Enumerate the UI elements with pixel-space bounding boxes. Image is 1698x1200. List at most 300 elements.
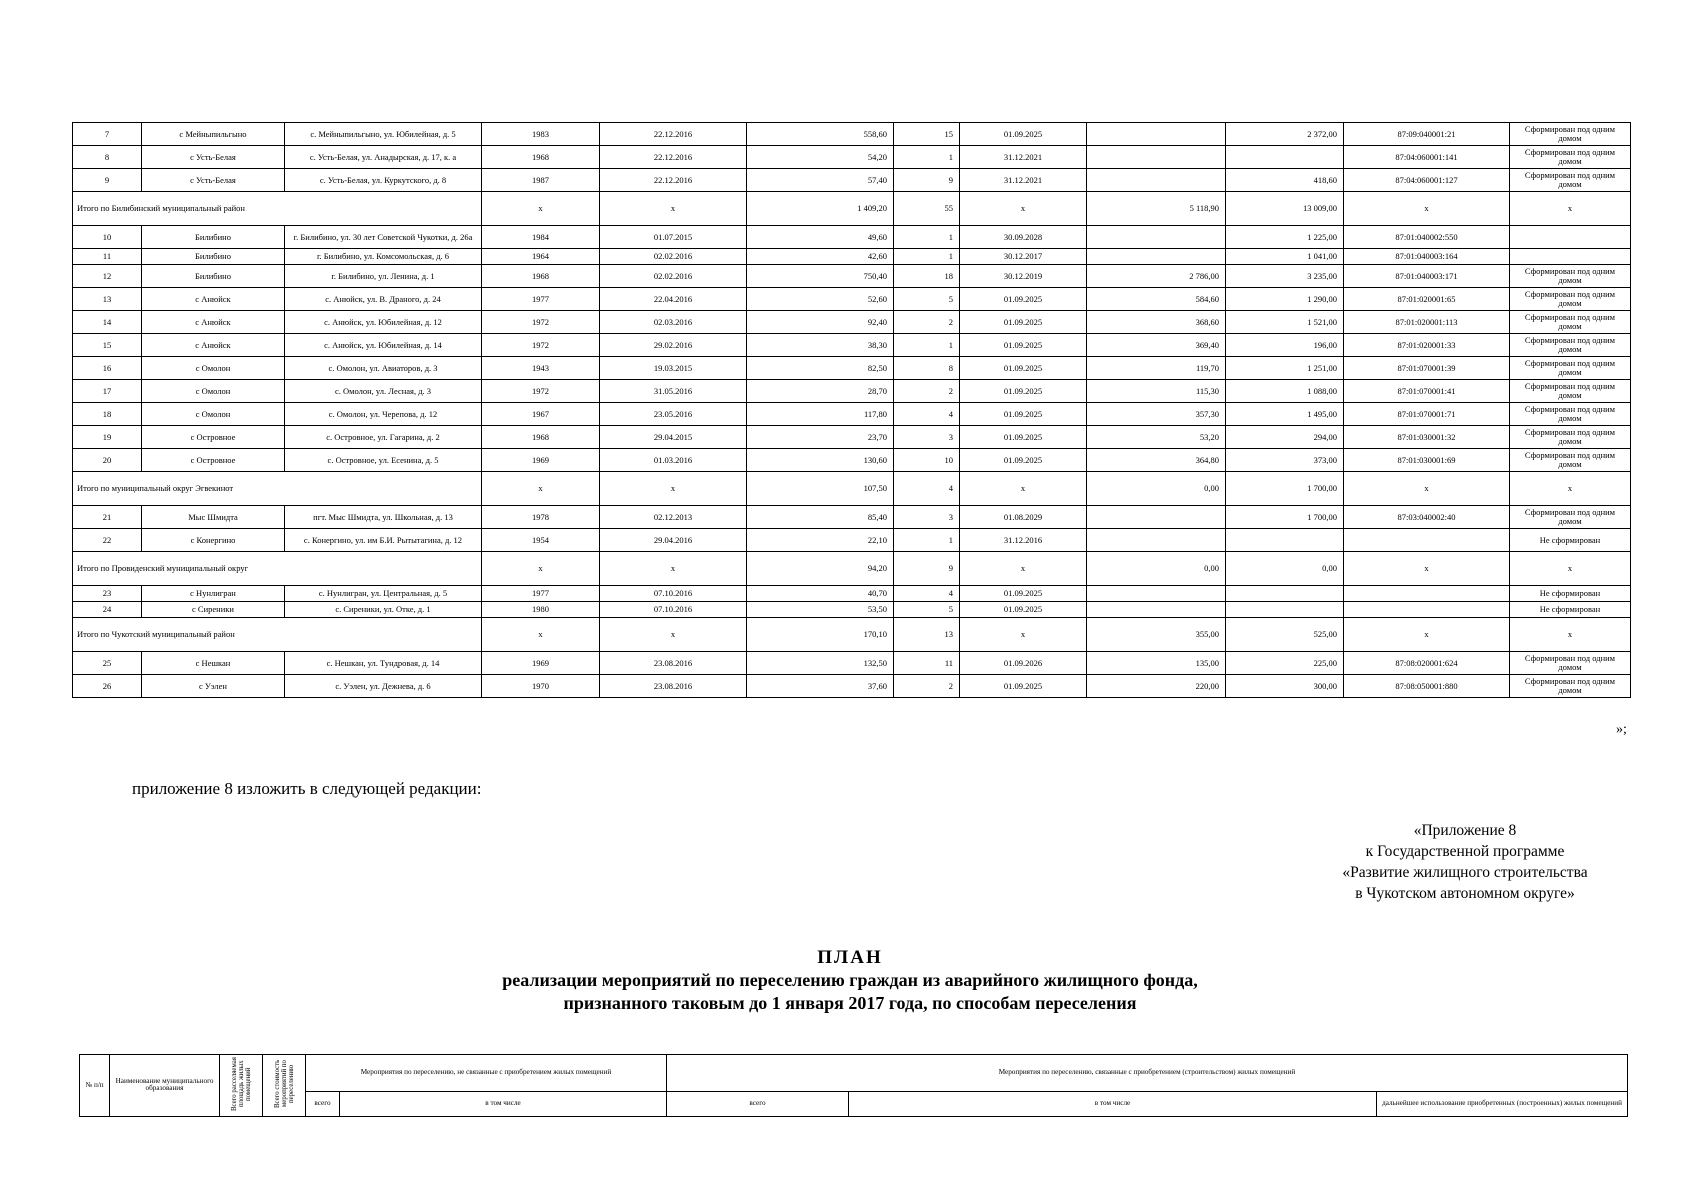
cost-cell: 368,60 xyxy=(1087,311,1226,334)
cost-cell: 0,00 xyxy=(1087,552,1226,586)
year-cell: 1968 xyxy=(482,146,600,169)
address-cell: с. Омолон, ул. Авиаторов, д. 3 xyxy=(285,357,482,380)
deadline-cell: 01.09.2025 xyxy=(960,123,1087,146)
cost-cell: 0,00 xyxy=(1226,552,1344,586)
group-buy-header: Мероприятия по переселению, связанные с приобретением (строительством) жилых помещений xyxy=(667,1055,1628,1092)
col-area-label: Всего расселяемая площадь жилых помещений xyxy=(230,1057,252,1111)
cost-cell xyxy=(1087,249,1226,265)
cadastre-cell: 87:01:020001:65 xyxy=(1344,288,1510,311)
cadastre-cell: 87:08:020001:624 xyxy=(1344,652,1510,675)
cadastre-cell: 87:04:060001:127 xyxy=(1344,169,1510,192)
year-cell: 1983 xyxy=(482,123,600,146)
total-label: Итого по муниципальный округ Эгвекинот xyxy=(73,472,482,506)
locality-cell: с Омолон xyxy=(142,403,285,426)
table-row xyxy=(73,506,1631,529)
people-cell: 2 xyxy=(894,311,960,334)
address-cell: с. Нешкан, ул. Тундровая, д. 14 xyxy=(285,652,482,675)
date-cell: 22.12.2016 xyxy=(600,146,747,169)
row-number: 25 xyxy=(73,652,142,675)
appendix-line: к Государственной программе xyxy=(1365,843,1565,860)
cost-cell: 5 118,90 xyxy=(1087,192,1226,226)
cost-cell: 1 041,00 xyxy=(1226,249,1344,265)
cost-cell: 1 251,00 xyxy=(1226,357,1344,380)
date-cell: х xyxy=(600,192,747,226)
deadline-cell: 01.08.2029 xyxy=(960,506,1087,529)
status-cell: Не сформирован xyxy=(1510,529,1631,552)
locality-cell: Билибино xyxy=(142,265,285,288)
date-cell: 29.02.2016 xyxy=(600,334,747,357)
date-cell: 31.05.2016 xyxy=(600,380,747,403)
appendix-header xyxy=(1300,820,1630,904)
area-cell: 170,10 xyxy=(747,618,894,652)
row-number: 12 xyxy=(73,265,142,288)
status-cell: Сформирован под одним домом xyxy=(1510,334,1631,357)
table-row xyxy=(73,449,1631,472)
status-cell: х xyxy=(1510,552,1631,586)
table-row xyxy=(73,123,1631,146)
area-cell: 132,50 xyxy=(747,652,894,675)
address-cell: с. Усть-Белая, ул. Анадырская, д. 17, к. а xyxy=(285,146,482,169)
deadline-cell: 30.09.2028 xyxy=(960,226,1087,249)
status-cell: Не сформирован xyxy=(1510,602,1631,618)
locality-cell: с Анюйск xyxy=(142,334,285,357)
appendix-line: в Чукотском автономном округе» xyxy=(1355,885,1575,902)
people-cell: 13 xyxy=(894,618,960,652)
table-row xyxy=(73,529,1631,552)
date-cell: 02.12.2013 xyxy=(600,506,747,529)
table-row xyxy=(73,265,1631,288)
address-cell: с. Омолон, ул. Черепова, д. 12 xyxy=(285,403,482,426)
cost-cell: 584,60 xyxy=(1087,288,1226,311)
status-cell: х xyxy=(1510,618,1631,652)
people-cell: 11 xyxy=(894,652,960,675)
deadline-cell: 31.12.2021 xyxy=(960,169,1087,192)
status-cell: Сформирован под одним домом xyxy=(1510,449,1631,472)
cost-cell xyxy=(1226,602,1344,618)
table-row xyxy=(73,311,1631,334)
year-cell: 1987 xyxy=(482,169,600,192)
deadline-cell: 01.09.2025 xyxy=(960,380,1087,403)
year-cell: 1984 xyxy=(482,226,600,249)
people-cell: 2 xyxy=(894,380,960,403)
deadline-cell: 31.12.2016 xyxy=(960,529,1087,552)
people-cell: 1 xyxy=(894,226,960,249)
people-cell: 9 xyxy=(894,552,960,586)
status-cell: х xyxy=(1510,192,1631,226)
col-area-header xyxy=(220,1055,263,1117)
people-cell: 4 xyxy=(894,586,960,602)
cost-cell: 135,00 xyxy=(1087,652,1226,675)
cadastre-cell: 87:01:030001:69 xyxy=(1344,449,1510,472)
deadline-cell: 01.09.2025 xyxy=(960,586,1087,602)
cost-cell: 1 495,00 xyxy=(1226,403,1344,426)
locality-cell: Мыс Шмидта xyxy=(142,506,285,529)
year-cell: 1978 xyxy=(482,506,600,529)
row-number: 14 xyxy=(73,311,142,334)
status-cell xyxy=(1510,249,1631,265)
locality-cell: с Усть-Белая xyxy=(142,146,285,169)
area-cell: 94,20 xyxy=(747,552,894,586)
cost-cell: 2 786,00 xyxy=(1087,265,1226,288)
row-number: 9 xyxy=(73,169,142,192)
status-cell: Сформирован под одним домом xyxy=(1510,380,1631,403)
address-cell: г. Билибино, ул. Комсомольская, д. 6 xyxy=(285,249,482,265)
status-cell: Сформирован под одним домом xyxy=(1510,311,1631,334)
people-cell: 8 xyxy=(894,357,960,380)
year-cell: х xyxy=(482,618,600,652)
table-row xyxy=(73,675,1631,698)
deadline-cell: 30.12.2017 xyxy=(960,249,1087,265)
locality-cell: с Мейныпильгыно xyxy=(142,123,285,146)
cost-cell: 1 700,00 xyxy=(1226,472,1344,506)
cost-cell xyxy=(1087,602,1226,618)
row-number: 7 xyxy=(73,123,142,146)
deadline-cell: х xyxy=(960,192,1087,226)
year-cell: 1967 xyxy=(482,403,600,426)
cost-cell: 2 372,00 xyxy=(1226,123,1344,146)
row-number: 17 xyxy=(73,380,142,403)
cost-cell: 355,00 xyxy=(1087,618,1226,652)
status-cell: Сформирован под одним домом xyxy=(1510,169,1631,192)
date-cell: 29.04.2016 xyxy=(600,529,747,552)
address-cell: с. Усть-Белая, ул. Куркутского, д. 8 xyxy=(285,169,482,192)
year-cell: 1954 xyxy=(482,529,600,552)
address-cell: с. Анюйск, ул. Юбилейная, д. 12 xyxy=(285,311,482,334)
locality-cell: Билибино xyxy=(142,249,285,265)
cost-cell: 0,00 xyxy=(1087,472,1226,506)
sub-including-header: в том числе xyxy=(340,1091,667,1116)
cadastre-cell xyxy=(1344,586,1510,602)
date-cell: 22.04.2016 xyxy=(600,288,747,311)
area-cell: 82,50 xyxy=(747,357,894,380)
year-cell: х xyxy=(482,552,600,586)
locality-cell: с Островное xyxy=(142,426,285,449)
plan-title-block xyxy=(300,946,1400,1015)
status-cell: Сформирован под одним домом xyxy=(1510,146,1631,169)
year-cell: 1969 xyxy=(482,449,600,472)
total-label: Итого по Провиденский муниципальный округ xyxy=(73,552,482,586)
people-cell: 1 xyxy=(894,146,960,169)
address-cell: с. Уэлен, ул. Дежнева, д. 6 xyxy=(285,675,482,698)
cost-cell: 373,00 xyxy=(1226,449,1344,472)
date-cell: 23.08.2016 xyxy=(600,652,747,675)
appendix-line: «Развитие жилищного строительства xyxy=(1342,864,1588,881)
address-cell: с. Нунлигран, ул. Центральная, д. 5 xyxy=(285,586,482,602)
cost-cell: 1 521,00 xyxy=(1226,311,1344,334)
cost-cell xyxy=(1087,586,1226,602)
cadastre-cell: 87:01:020001:113 xyxy=(1344,311,1510,334)
deadline-cell: 01.09.2025 xyxy=(960,288,1087,311)
status-cell: Сформирован под одним домом xyxy=(1510,403,1631,426)
deadline-cell: 01.09.2025 xyxy=(960,675,1087,698)
people-cell: 10 xyxy=(894,449,960,472)
sub-total-header: всего xyxy=(667,1091,849,1116)
people-cell: 55 xyxy=(894,192,960,226)
cadastre-cell: 87:03:040002:40 xyxy=(1344,506,1510,529)
deadline-cell: 01.09.2025 xyxy=(960,403,1087,426)
table-row xyxy=(73,380,1631,403)
date-cell: 22.12.2016 xyxy=(600,123,747,146)
cadastre-cell: 87:01:040002:550 xyxy=(1344,226,1510,249)
row-number: 8 xyxy=(73,146,142,169)
cadastre-cell: 87:01:070001:41 xyxy=(1344,380,1510,403)
sub-total-header: всего xyxy=(306,1091,340,1116)
deadline-cell: х xyxy=(960,472,1087,506)
cost-cell: 300,00 xyxy=(1226,675,1344,698)
deadline-cell: 01.09.2025 xyxy=(960,334,1087,357)
group-not-buy-header: Мероприятия по переселению, не связанные с приобретением жилых помещений xyxy=(306,1055,667,1092)
people-cell: 4 xyxy=(894,472,960,506)
sub-including-header: в том числе xyxy=(849,1091,1377,1116)
row-number: 21 xyxy=(73,506,142,529)
table-row xyxy=(73,169,1631,192)
people-cell: 1 xyxy=(894,529,960,552)
cadastre-cell: х xyxy=(1344,192,1510,226)
resettlement-table xyxy=(72,122,1631,698)
people-cell: 5 xyxy=(894,602,960,618)
area-cell: 558,60 xyxy=(747,123,894,146)
cadastre-cell: 87:01:040003:171 xyxy=(1344,265,1510,288)
date-cell: 02.03.2016 xyxy=(600,311,747,334)
locality-cell: с Сиреники xyxy=(142,602,285,618)
deadline-cell: 01.09.2025 xyxy=(960,357,1087,380)
deadline-cell: 30.12.2019 xyxy=(960,265,1087,288)
cost-cell xyxy=(1087,169,1226,192)
address-cell: с. Анюйск, ул. Юбилейная, д. 14 xyxy=(285,334,482,357)
area-cell: 40,70 xyxy=(747,586,894,602)
address-cell: с. Островное, ул. Гагарина, д. 2 xyxy=(285,426,482,449)
address-cell: с. Анюйск, ул. В. Драного, д. 24 xyxy=(285,288,482,311)
locality-cell: с Уэлен xyxy=(142,675,285,698)
plan-subtitle: признанного таковым до 1 января 2017 года, по способам переселения xyxy=(563,993,1137,1013)
cost-cell: 220,00 xyxy=(1087,675,1226,698)
cost-cell: 525,00 xyxy=(1226,618,1344,652)
cost-cell: 1 225,00 xyxy=(1226,226,1344,249)
area-cell: 54,20 xyxy=(747,146,894,169)
cost-cell xyxy=(1087,123,1226,146)
status-cell: Сформирован под одним домом xyxy=(1510,506,1631,529)
status-cell: Сформирован под одним домом xyxy=(1510,265,1631,288)
deadline-cell: 01.09.2025 xyxy=(960,426,1087,449)
status-cell: х xyxy=(1510,472,1631,506)
row-number: 15 xyxy=(73,334,142,357)
year-cell: 1969 xyxy=(482,652,600,675)
status-cell: Сформирован под одним домом xyxy=(1510,123,1631,146)
year-cell: 1980 xyxy=(482,602,600,618)
cost-cell: 115,30 xyxy=(1087,380,1226,403)
date-cell: 23.08.2016 xyxy=(600,675,747,698)
cost-cell: 53,20 xyxy=(1087,426,1226,449)
deadline-cell: 01.09.2025 xyxy=(960,449,1087,472)
col-cost-label: Всего стоимость мероприятий по переселению xyxy=(273,1059,295,1109)
table-row xyxy=(73,249,1631,265)
total-row xyxy=(73,618,1631,652)
cost-cell: 1 700,00 xyxy=(1226,506,1344,529)
cadastre-cell: 87:01:020001:33 xyxy=(1344,334,1510,357)
cost-cell xyxy=(1087,506,1226,529)
cadastre-cell: 87:04:060001:141 xyxy=(1344,146,1510,169)
row-number: 26 xyxy=(73,675,142,698)
table-row xyxy=(73,426,1631,449)
sub-further-use-header: дальнейшее использование приобретенных (построенных) жилых помещений xyxy=(1377,1091,1628,1116)
locality-cell: с Конергино xyxy=(142,529,285,552)
people-cell: 5 xyxy=(894,288,960,311)
deadline-cell: 01.09.2025 xyxy=(960,311,1087,334)
area-cell: 37,60 xyxy=(747,675,894,698)
cost-cell: 196,00 xyxy=(1226,334,1344,357)
table-row xyxy=(73,334,1631,357)
cadastre-cell: х xyxy=(1344,618,1510,652)
area-cell: 28,70 xyxy=(747,380,894,403)
row-number: 10 xyxy=(73,226,142,249)
address-cell: с. Омолон, ул. Лесная, д. 3 xyxy=(285,380,482,403)
table-row xyxy=(73,146,1631,169)
address-cell: с. Сиреники, ул. Отке, д. 1 xyxy=(285,602,482,618)
date-cell: х xyxy=(600,472,747,506)
area-cell: 22,10 xyxy=(747,529,894,552)
cost-cell: 1 088,00 xyxy=(1226,380,1344,403)
people-cell: 9 xyxy=(894,169,960,192)
year-cell: х xyxy=(482,192,600,226)
cadastre-cell: 87:01:040003:164 xyxy=(1344,249,1510,265)
year-cell: х xyxy=(482,472,600,506)
locality-cell: с Островное xyxy=(142,449,285,472)
row-number: 11 xyxy=(73,249,142,265)
people-cell: 3 xyxy=(894,506,960,529)
year-cell: 1977 xyxy=(482,586,600,602)
date-cell: 01.03.2016 xyxy=(600,449,747,472)
people-cell: 3 xyxy=(894,426,960,449)
year-cell: 1977 xyxy=(482,288,600,311)
cadastre-cell: 87:01:070001:39 xyxy=(1344,357,1510,380)
cadastre-cell xyxy=(1344,602,1510,618)
cost-cell: 225,00 xyxy=(1226,652,1344,675)
address-cell: с. Конергино, ул. им Б.И. Рытытагина, д. 12 xyxy=(285,529,482,552)
row-number: 18 xyxy=(73,403,142,426)
year-cell: 1970 xyxy=(482,675,600,698)
total-row xyxy=(73,472,1631,506)
year-cell: 1943 xyxy=(482,357,600,380)
cost-cell: 357,30 xyxy=(1087,403,1226,426)
address-cell: пгт. Мыс Шмидта, ул. Школьная, д. 13 xyxy=(285,506,482,529)
year-cell: 1972 xyxy=(482,311,600,334)
area-cell: 38,30 xyxy=(747,334,894,357)
status-cell: Сформирован под одним домом xyxy=(1510,652,1631,675)
row-number: 24 xyxy=(73,602,142,618)
cost-cell xyxy=(1226,529,1344,552)
table-row xyxy=(73,602,1631,618)
locality-cell: с Нунлигран xyxy=(142,586,285,602)
deadline-cell: х xyxy=(960,552,1087,586)
date-cell: 29.04.2015 xyxy=(600,426,747,449)
date-cell: х xyxy=(600,618,747,652)
status-cell xyxy=(1510,226,1631,249)
area-cell: 57,40 xyxy=(747,169,894,192)
col-cost-header xyxy=(263,1055,306,1117)
cost-cell: 13 009,00 xyxy=(1226,192,1344,226)
area-cell: 130,60 xyxy=(747,449,894,472)
cost-cell: 3 235,00 xyxy=(1226,265,1344,288)
table-row xyxy=(73,288,1631,311)
address-cell: с. Мейныпильгыно, ул. Юбилейная, д. 5 xyxy=(285,123,482,146)
cadastre-cell: х xyxy=(1344,472,1510,506)
table-row xyxy=(73,403,1631,426)
row-number: 19 xyxy=(73,426,142,449)
area-cell: 49,60 xyxy=(747,226,894,249)
status-cell: Сформирован под одним домом xyxy=(1510,288,1631,311)
total-row xyxy=(73,192,1631,226)
area-cell: 52,60 xyxy=(747,288,894,311)
date-cell: х xyxy=(600,552,747,586)
address-cell: с. Островное, ул. Есенина, д. 5 xyxy=(285,449,482,472)
area-cell: 53,50 xyxy=(747,602,894,618)
deadline-cell: 01.09.2026 xyxy=(960,652,1087,675)
people-cell: 2 xyxy=(894,675,960,698)
row-number: 23 xyxy=(73,586,142,602)
people-cell: 15 xyxy=(894,123,960,146)
deadline-cell: 01.09.2025 xyxy=(960,602,1087,618)
cadastre-cell: х xyxy=(1344,552,1510,586)
closing-quote: »; xyxy=(1616,722,1627,737)
locality-cell: с Омолон xyxy=(142,357,285,380)
total-label: Итого по Чукотский муниципальный район xyxy=(73,618,482,652)
plan-title: ПЛАН xyxy=(817,947,883,968)
locality-cell: с Нешкан xyxy=(142,652,285,675)
date-cell: 23.05.2016 xyxy=(600,403,747,426)
area-cell: 85,40 xyxy=(747,506,894,529)
appendix-line: «Приложение 8 xyxy=(1413,822,1517,839)
cost-cell xyxy=(1226,146,1344,169)
col-num-header: № п/п xyxy=(80,1055,110,1117)
cadastre-cell: 87:08:050001:880 xyxy=(1344,675,1510,698)
locality-cell: с Анюйск xyxy=(142,311,285,334)
cadastre-cell: 87:01:070001:71 xyxy=(1344,403,1510,426)
area-cell: 1 409,20 xyxy=(747,192,894,226)
cost-cell: 119,70 xyxy=(1087,357,1226,380)
cost-cell: 294,00 xyxy=(1226,426,1344,449)
date-cell: 07.10.2016 xyxy=(600,586,747,602)
locality-cell: с Анюйск xyxy=(142,288,285,311)
status-cell: Сформирован под одним домом xyxy=(1510,357,1631,380)
locality-cell: с Усть-Белая xyxy=(142,169,285,192)
col-name-header: Наименование муниципального образования xyxy=(110,1055,220,1117)
cadastre-cell: 87:01:030001:32 xyxy=(1344,426,1510,449)
year-cell: 1972 xyxy=(482,380,600,403)
instruction-text: приложение 8 изложить в следующей редакции: xyxy=(132,779,482,798)
deadline-cell: 31.12.2021 xyxy=(960,146,1087,169)
cost-cell: 418,60 xyxy=(1226,169,1344,192)
plan-header-table xyxy=(79,1054,1628,1117)
status-cell: Не сформирован xyxy=(1510,586,1631,602)
cost-cell xyxy=(1087,529,1226,552)
locality-cell: Билибино xyxy=(142,226,285,249)
cost-cell: 1 290,00 xyxy=(1226,288,1344,311)
cost-cell: 364,80 xyxy=(1087,449,1226,472)
date-cell: 19.03.2015 xyxy=(600,357,747,380)
status-cell: Сформирован под одним домом xyxy=(1510,426,1631,449)
row-number: 16 xyxy=(73,357,142,380)
date-cell: 07.10.2016 xyxy=(600,602,747,618)
deadline-cell: х xyxy=(960,618,1087,652)
cost-cell xyxy=(1087,226,1226,249)
area-cell: 750,40 xyxy=(747,265,894,288)
people-cell: 4 xyxy=(894,403,960,426)
address-cell: г. Билибино, ул. 30 лет Советской Чукотки, д. 26а xyxy=(285,226,482,249)
row-number: 22 xyxy=(73,529,142,552)
row-number: 20 xyxy=(73,449,142,472)
date-cell: 02.02.2016 xyxy=(600,249,747,265)
locality-cell: с Омолон xyxy=(142,380,285,403)
